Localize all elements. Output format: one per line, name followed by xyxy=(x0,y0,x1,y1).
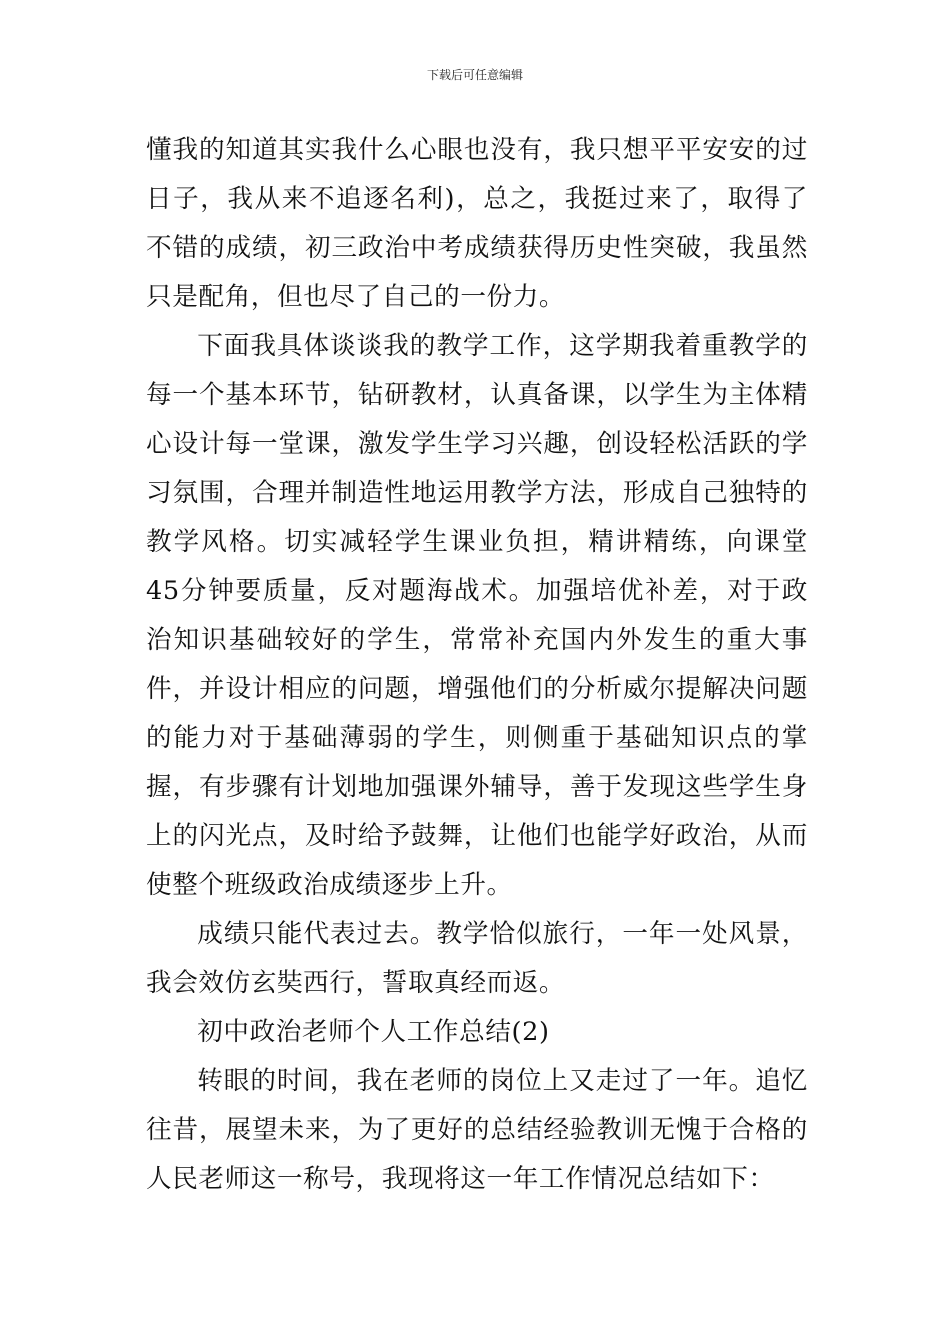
document-body xyxy=(146,126,808,1204)
paragraph-summary-intro: 转眼的时间，我在老师的岗位上又走过了一年。追忆往昔，展望未来，为了更好的总结经验教训无愧于合格的人民老师这一称号，我现将这一年工作情况总结如下： xyxy=(146,1066,808,1194)
section-heading: 初中政治老师个人工作总结(2) xyxy=(197,1017,550,1047)
paragraph-teaching-work: 下面我具体谈谈我的教学工作，这学期我着重教学的每一个基本环节，钻研教材，认真备课，以学生为主体精心设计每一堂课，激发学生学习兴趣，创设轻松活跃的学习氛围，合理并制造性地运用教学方法，形成自己独特的教学风格。切实减轻学生课业负担，精讲精练，向课堂45分钟要质量，反对题海战术。加强培优补差，对于政治知识基础较好的学生，常常补充国内外发生的重大事件，并设计相应的问题，增强他们的分析威尔提解决问题的能力对于基础薄弱的学生，则侧重于基础知识点的掌握，有步骤有计划地加强课外辅导，善于发现这些学生身上的闪光点，及时给予鼓舞，让他们也能学好政治，从而使整个班级政治成绩逐步上升。 xyxy=(146,331,808,900)
paragraph-conclusion: 成绩只能代表过去。教学恰似旅行，一年一处风景，我会效仿玄奘西行，誓取真经而返。 xyxy=(146,919,808,998)
page-header: 下载后可任意编辑 xyxy=(426,68,523,82)
paragraph-continuation: 懂我的知道其实我什么心眼也没有，我只想平平安安的过日子，我从来不追逐名利)，总之，我挺过来了，取得了不错的成绩，初三政治中考成绩获得历史性突破，我虽然只是配角，但也尽了自己的一份力。 xyxy=(146,135,808,312)
